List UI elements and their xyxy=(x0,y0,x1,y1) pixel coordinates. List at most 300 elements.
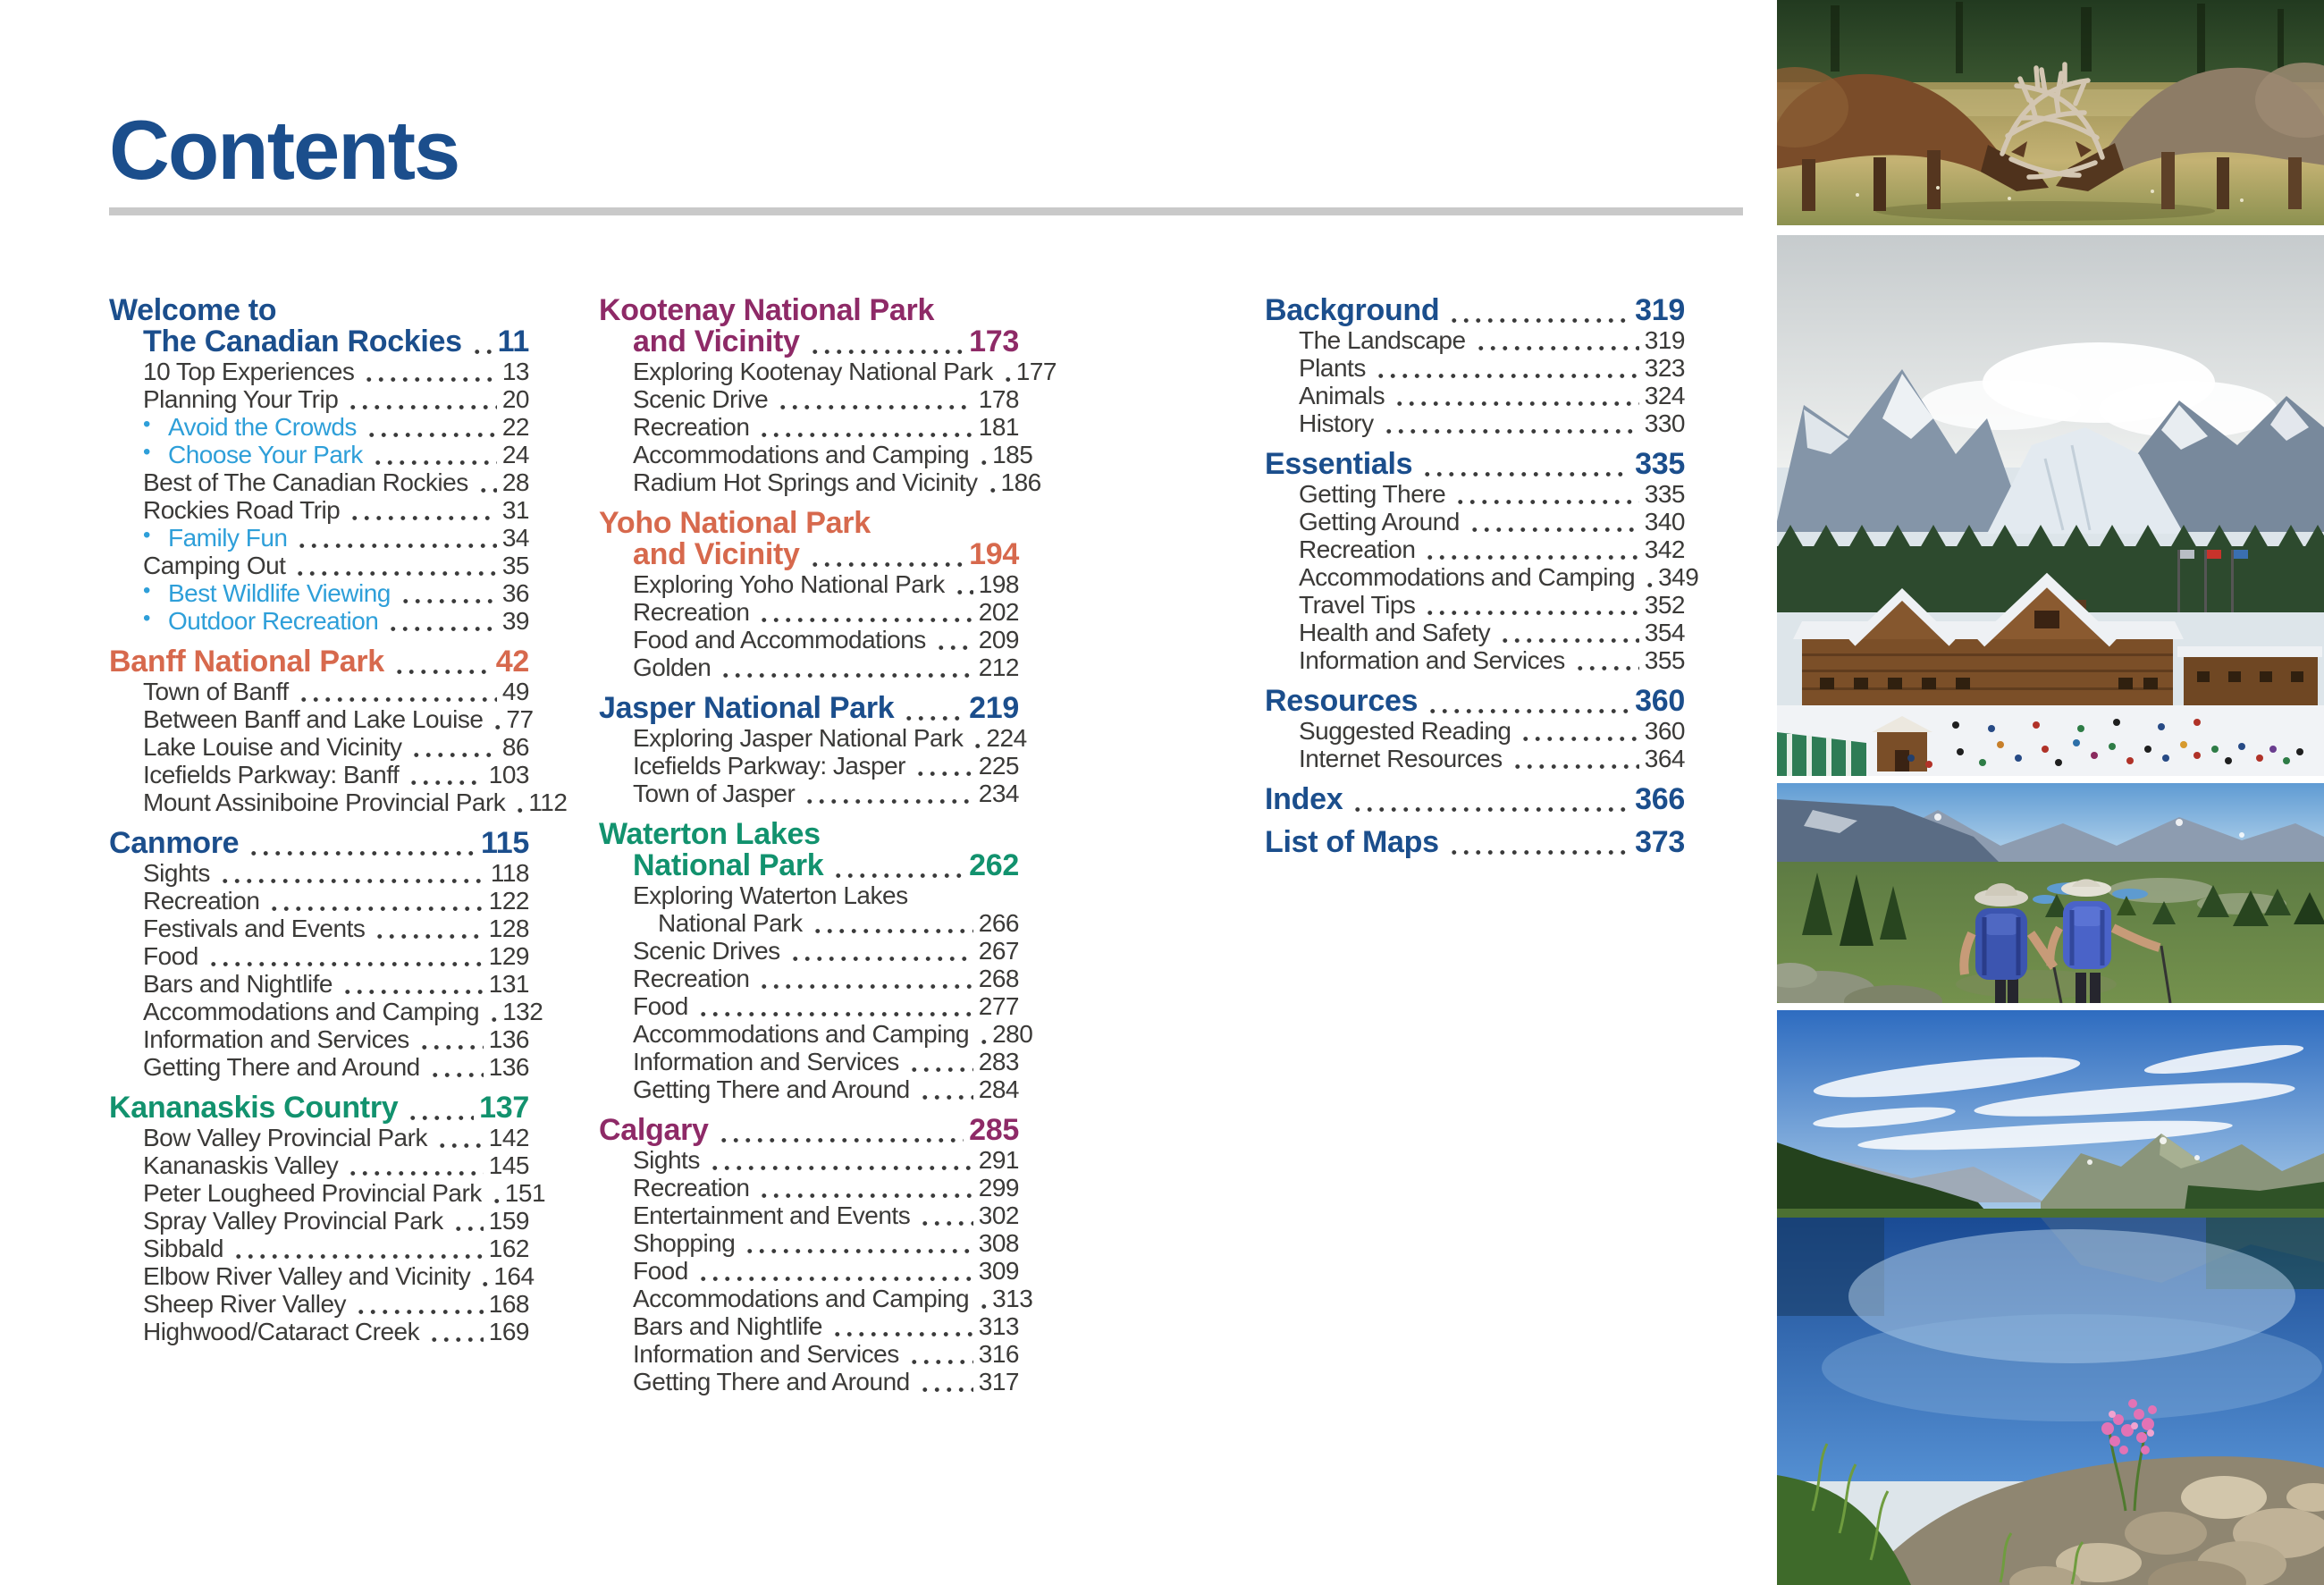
entry-title: Recreation xyxy=(143,887,260,915)
toc-entry xyxy=(1265,619,1685,646)
toc-section-header: Waterton Lakes xyxy=(599,817,821,851)
dot-leader xyxy=(1446,299,1631,326)
dot-leader xyxy=(489,1182,501,1207)
toc-entry xyxy=(599,752,1019,780)
toc-entry xyxy=(1265,563,1699,591)
dot-leader xyxy=(1452,483,1641,508)
mountain-lake-wildflowers-photo xyxy=(1777,1010,2324,1585)
toc-section xyxy=(109,826,543,1081)
toc-section xyxy=(599,691,1027,807)
entry-title: Between Banff and Lake Louise xyxy=(143,705,484,733)
entry-page-number: 364 xyxy=(1644,745,1685,772)
entry-page-number: 313 xyxy=(992,1285,1033,1312)
entry-title: Icefields Parkway: Jasper xyxy=(633,752,905,780)
toc-entry xyxy=(109,970,529,998)
section-title: and Vicinity xyxy=(633,325,800,358)
entry-page-number: 268 xyxy=(978,965,1019,992)
toc-section xyxy=(1265,784,1685,815)
toc-entry xyxy=(599,1285,1033,1312)
dot-leader xyxy=(398,582,499,607)
dot-leader xyxy=(427,1056,485,1081)
section-page-number: 219 xyxy=(969,691,1019,725)
bullet-icon: • xyxy=(143,606,150,630)
toc-entry xyxy=(109,915,529,942)
entry-page-number: 299 xyxy=(978,1174,1019,1201)
dot-leader xyxy=(408,736,498,761)
toc-section xyxy=(599,817,1033,1103)
dot-leader xyxy=(716,1118,966,1146)
entry-title: Radium Hot Springs and Vicinity xyxy=(633,468,978,496)
toc-entry xyxy=(599,1312,1019,1340)
entry-page-number: 49 xyxy=(501,678,529,705)
dot-leader xyxy=(477,1265,490,1290)
entry-title: Internet Resources xyxy=(1299,745,1503,772)
dot-leader xyxy=(292,554,498,579)
entry-title: Recreation xyxy=(633,1174,750,1201)
toc-section-header xyxy=(1265,827,1685,858)
dot-leader xyxy=(1473,329,1641,354)
toc-column-1 xyxy=(109,293,568,1357)
entry-title: Accommodations and Camping xyxy=(633,1285,970,1312)
toc-section xyxy=(109,645,568,816)
dot-leader xyxy=(695,995,975,1020)
entry-title: Best of The Canadian Rockies xyxy=(143,468,468,496)
section-title: and Vicinity xyxy=(633,537,800,571)
entry-title: Town of Jasper xyxy=(633,780,796,807)
dot-leader xyxy=(294,527,498,552)
toc-entry xyxy=(109,1053,529,1081)
dot-leader xyxy=(1000,360,1013,385)
toc-entry xyxy=(1265,480,1685,508)
entry-title: Planning Your Trip xyxy=(143,385,339,413)
toc-section-header xyxy=(109,1092,529,1124)
toc-entry xyxy=(109,1290,529,1318)
toc-entry xyxy=(599,468,1041,496)
entry-title: Kananaskis Valley xyxy=(143,1151,339,1179)
section-title: Calgary xyxy=(599,1113,709,1147)
entry-title: Information and Services xyxy=(633,1048,899,1075)
entry-title: Mount Assiniboine Provincial Park xyxy=(143,788,506,816)
dot-leader xyxy=(1446,830,1631,858)
toc-section xyxy=(109,1091,546,1345)
entry-page-number: 142 xyxy=(488,1124,529,1151)
toc-column-2 xyxy=(599,293,1057,1407)
toc-entry xyxy=(109,385,529,413)
entry-page-number: 277 xyxy=(978,992,1019,1020)
dot-leader xyxy=(810,912,975,937)
section-page-number: 11 xyxy=(497,325,529,358)
dot-leader xyxy=(775,388,975,413)
dot-leader xyxy=(486,1000,499,1025)
dot-leader xyxy=(756,416,974,441)
section-page-number: 262 xyxy=(969,848,1019,882)
dot-leader xyxy=(266,889,484,915)
bullet-icon: • xyxy=(143,523,150,547)
toc-entry xyxy=(109,1151,529,1179)
dot-leader xyxy=(913,755,975,780)
entry-title: Town of Banff xyxy=(143,678,289,705)
toc-section xyxy=(1265,686,1685,772)
entry-title: Scenic Drives xyxy=(633,937,780,965)
section-page-number: 366 xyxy=(1635,782,1685,816)
entry-page-number: 162 xyxy=(488,1235,529,1262)
dot-leader xyxy=(434,1126,485,1151)
toc-entry xyxy=(109,552,529,579)
toc-section-header xyxy=(109,828,529,859)
dot-leader xyxy=(345,1154,485,1179)
entry-title: Camping Out xyxy=(143,552,286,579)
toc-entry xyxy=(109,1179,546,1207)
toc-section xyxy=(599,508,1019,681)
toc-entry xyxy=(599,1257,1019,1285)
entry-page-number: 317 xyxy=(978,1368,1019,1395)
section-page-number: 42 xyxy=(495,645,529,679)
entry-title: Suggested Reading xyxy=(1299,717,1511,745)
entry-title: Getting Around xyxy=(1299,508,1460,535)
toc-entry xyxy=(599,385,1019,413)
toc-entry xyxy=(599,965,1019,992)
toc-section xyxy=(1265,447,1699,674)
entry-page-number: 118 xyxy=(490,859,529,887)
entry-title: Food and Accommodations xyxy=(633,626,926,653)
dot-leader xyxy=(1392,384,1641,409)
toc-entry xyxy=(109,1025,529,1053)
toc-entry xyxy=(109,607,529,635)
entry-page-number: 352 xyxy=(1644,591,1685,619)
toc-entry xyxy=(109,524,529,552)
dot-leader xyxy=(469,330,494,358)
toc-column-3 xyxy=(1265,293,1699,870)
bullet-icon: • xyxy=(143,440,150,464)
entry-page-number: 151 xyxy=(504,1179,546,1207)
dot-leader xyxy=(1422,538,1640,563)
entry-page-number: 349 xyxy=(1658,563,1699,591)
entry-page-number: 323 xyxy=(1644,354,1685,382)
entry-page-number: 335 xyxy=(1644,480,1685,508)
toc-section-header xyxy=(1265,449,1685,480)
entry-title: Elbow River Valley and Vicinity xyxy=(143,1262,471,1290)
entry-title: Exploring Kootenay National Park xyxy=(633,358,993,385)
dot-leader xyxy=(901,696,965,724)
toc-section-header xyxy=(599,326,1019,358)
toc-entry xyxy=(599,441,1033,468)
toc-entry xyxy=(599,909,1019,937)
section-page-number: 173 xyxy=(969,325,1019,358)
dot-leader xyxy=(1422,594,1640,619)
entry-title: Accommodations and Camping xyxy=(633,441,970,468)
entry-page-number: 181 xyxy=(978,413,1019,441)
section-page-number: 137 xyxy=(479,1091,529,1125)
toc-section xyxy=(599,1113,1033,1395)
toc-entry xyxy=(109,579,529,607)
dot-leader xyxy=(917,1204,975,1229)
section-page-number: 373 xyxy=(1635,825,1685,859)
dot-leader xyxy=(756,1176,974,1201)
dot-leader xyxy=(917,1078,975,1103)
dot-leader xyxy=(830,854,965,881)
dot-leader xyxy=(385,610,498,635)
dot-leader xyxy=(246,831,477,859)
dot-leader xyxy=(406,763,484,788)
entry-page-number: 168 xyxy=(488,1290,529,1318)
section-title: Banff National Park xyxy=(109,645,384,679)
section-title: Background xyxy=(1265,293,1440,327)
dot-leader xyxy=(742,1232,974,1257)
toc-entry xyxy=(109,733,529,761)
entry-title: Recreation xyxy=(633,598,750,626)
dot-leader xyxy=(917,1370,975,1395)
toc-entry xyxy=(1265,745,1685,772)
toc-section-header xyxy=(109,326,529,358)
entry-title: Shopping xyxy=(633,1229,736,1257)
dot-leader xyxy=(1572,649,1641,674)
entry-page-number: 316 xyxy=(978,1340,1019,1368)
entry-title: Outdoor Recreation xyxy=(168,607,379,635)
entry-page-number: 266 xyxy=(978,909,1019,937)
toc-entry xyxy=(109,678,529,705)
entry-page-number: 291 xyxy=(978,1146,1019,1174)
entry-page-number: 185 xyxy=(992,441,1033,468)
dot-leader xyxy=(476,471,499,496)
section-page-number: 194 xyxy=(969,537,1019,571)
dot-leader xyxy=(364,416,499,441)
entry-page-number: 128 xyxy=(488,915,529,942)
entry-page-number: 209 xyxy=(978,626,1019,653)
toc-entry xyxy=(1265,409,1685,437)
dot-leader xyxy=(1467,510,1641,535)
entry-page-number: 283 xyxy=(978,1048,1019,1075)
section-title: List of Maps xyxy=(1265,825,1439,859)
entry-title: Sheep River Valley xyxy=(143,1290,347,1318)
section-page-number: 115 xyxy=(481,826,529,860)
toc-entry xyxy=(109,468,529,496)
toc-section-header xyxy=(599,1115,1019,1146)
section-page-number: 360 xyxy=(1635,684,1685,718)
entry-title: The Landscape xyxy=(1299,326,1466,354)
entry-title: Sights xyxy=(143,859,210,887)
entry-page-number: 20 xyxy=(501,385,529,413)
toc-entry xyxy=(109,441,529,468)
title-divider-rule xyxy=(109,207,1743,215)
entry-title: Avoid the Crowds xyxy=(168,413,357,441)
entry-page-number: 129 xyxy=(488,942,529,970)
toc-section-header: Yoho National Park xyxy=(599,506,871,540)
section-title: The Canadian Rockies xyxy=(143,325,462,358)
toc-entry xyxy=(599,626,1019,653)
entry-page-number: 112 xyxy=(528,788,568,816)
page-title: Contents xyxy=(109,103,459,197)
toc-entry xyxy=(599,653,1019,681)
section-page-number: 285 xyxy=(969,1113,1019,1147)
section-title: Kananaskis Country xyxy=(109,1091,399,1125)
toc-section-header xyxy=(599,850,1019,881)
dot-leader xyxy=(718,656,974,681)
dot-leader xyxy=(345,388,499,413)
hikers-meadow-photo xyxy=(1777,783,2324,1003)
entry-title: Recreation xyxy=(633,965,750,992)
entry-page-number: 354 xyxy=(1644,619,1685,646)
dot-leader xyxy=(906,1343,975,1368)
toc-entry xyxy=(109,761,529,788)
section-title: Essentials xyxy=(1265,447,1413,481)
dot-leader xyxy=(970,727,982,752)
entry-title: Entertainment and Events xyxy=(633,1201,911,1229)
entry-page-number: 77 xyxy=(506,705,534,733)
entry-title: Food xyxy=(633,992,688,1020)
section-title: National Park xyxy=(633,848,824,882)
dot-leader xyxy=(802,782,974,807)
entry-page-number: 145 xyxy=(488,1151,529,1179)
toc-entry xyxy=(1265,326,1685,354)
dot-leader xyxy=(405,1096,476,1124)
entry-page-number: 302 xyxy=(978,1201,1019,1229)
entry-page-number: 198 xyxy=(978,570,1019,598)
entry-page-number: 132 xyxy=(502,998,543,1025)
dot-leader xyxy=(231,1237,485,1262)
entry-title: Family Fun xyxy=(168,524,288,552)
entry-page-number: 284 xyxy=(978,1075,1019,1103)
entry-title: Scenic Drive xyxy=(633,385,769,413)
entry-page-number: 22 xyxy=(501,413,529,441)
entry-page-number: 212 xyxy=(978,653,1019,681)
entry-page-number: 224 xyxy=(986,724,1027,752)
section-title: Jasper National Park xyxy=(599,691,895,725)
toc-section-header: Kootenay National Park xyxy=(599,293,935,327)
entry-page-number: 136 xyxy=(488,1053,529,1081)
dot-leader xyxy=(1419,452,1631,480)
entry-title: Bars and Nightlife xyxy=(143,970,333,998)
dot-leader xyxy=(217,862,487,887)
toc-entry xyxy=(599,1229,1019,1257)
entry-page-number: 103 xyxy=(488,761,529,788)
toc-entry xyxy=(599,992,1019,1020)
entry-title: National Park xyxy=(658,909,803,937)
entry-page-number: 31 xyxy=(501,496,529,524)
dot-leader xyxy=(340,973,485,998)
dot-leader xyxy=(1642,566,1655,591)
entry-page-number: 169 xyxy=(488,1318,529,1345)
entry-title: Exploring Yoho National Park xyxy=(633,570,945,598)
dot-leader xyxy=(450,1210,485,1235)
entry-title: Accommodations and Camping xyxy=(143,998,480,1025)
dot-leader xyxy=(392,650,493,678)
entry-title: Recreation xyxy=(1299,535,1416,563)
entry-page-number: 309 xyxy=(978,1257,1019,1285)
entry-title: History xyxy=(1299,409,1374,437)
dot-leader xyxy=(976,443,989,468)
toc-entry xyxy=(109,358,529,385)
entry-page-number: 177 xyxy=(1015,358,1057,385)
entry-title: Getting There xyxy=(1299,480,1446,508)
toc-entry xyxy=(109,1318,529,1345)
entry-title: Best Wildlife Viewing xyxy=(168,579,391,607)
entry-page-number: 178 xyxy=(978,385,1019,413)
dot-leader xyxy=(206,945,485,970)
dot-leader xyxy=(756,967,974,992)
elk-sparring-photo xyxy=(1777,0,2324,225)
toc-section xyxy=(109,295,529,635)
entry-title: Plants xyxy=(1299,354,1366,382)
entry-title: 10 Top Experiences xyxy=(143,358,355,385)
toc-entry xyxy=(109,496,529,524)
dot-leader xyxy=(353,1293,485,1318)
entry-title: Getting There and Around xyxy=(143,1053,420,1081)
toc-section xyxy=(599,293,1057,496)
dot-leader xyxy=(933,628,975,653)
toc-entry xyxy=(599,1146,1019,1174)
dot-leader xyxy=(347,499,499,524)
entry-page-number: 28 xyxy=(501,468,529,496)
dot-leader xyxy=(707,1149,975,1174)
entry-page-number: 234 xyxy=(978,780,1019,807)
entry-page-number: 324 xyxy=(1644,382,1685,409)
entry-title: Accommodations and Camping xyxy=(633,1020,970,1048)
entry-page-number: 186 xyxy=(1000,468,1041,496)
entry-page-number: 340 xyxy=(1644,508,1685,535)
toc-section-header xyxy=(1265,686,1685,717)
dot-leader xyxy=(417,1028,485,1053)
toc-entry xyxy=(599,1048,1019,1075)
entry-page-number: 313 xyxy=(978,1312,1019,1340)
toc-section xyxy=(1265,827,1685,858)
dot-leader xyxy=(426,1320,485,1345)
entry-title: Exploring Jasper National Park xyxy=(633,724,964,752)
toc-section-header xyxy=(599,693,1019,724)
dot-leader xyxy=(370,443,499,468)
toc-entry xyxy=(109,788,568,816)
entry-page-number: 159 xyxy=(488,1207,529,1235)
dot-leader xyxy=(756,601,974,626)
toc-entry xyxy=(109,887,529,915)
dot-leader xyxy=(1381,412,1641,437)
dot-leader xyxy=(906,1050,975,1075)
entry-title: Information and Services xyxy=(143,1025,409,1053)
toc-section-header xyxy=(109,646,529,678)
toc-entry xyxy=(599,937,1019,965)
entry-page-number: 136 xyxy=(488,1025,529,1053)
toc-entry xyxy=(599,1201,1019,1229)
entry-title: Choose Your Park xyxy=(168,441,363,468)
toc-entry xyxy=(1265,591,1685,619)
entry-title: Travel Tips xyxy=(1299,591,1416,619)
toc-entry xyxy=(109,1207,529,1235)
toc-entry xyxy=(1265,646,1685,674)
dot-leader xyxy=(985,471,998,496)
entry-page-number: 39 xyxy=(501,607,529,635)
toc-entry xyxy=(599,570,1019,598)
entry-title: Peter Lougheed Provincial Park xyxy=(143,1179,482,1207)
toc-entry xyxy=(599,358,1057,385)
dot-leader xyxy=(976,1023,989,1048)
dot-leader xyxy=(787,940,975,965)
toc-section-header xyxy=(599,539,1019,570)
entry-page-number: 225 xyxy=(978,752,1019,780)
dot-leader xyxy=(1510,747,1641,772)
entry-page-number: 86 xyxy=(501,733,529,761)
toc-entry xyxy=(109,1262,535,1290)
entry-page-number: 360 xyxy=(1644,717,1685,745)
dot-leader xyxy=(512,791,525,816)
toc-entry xyxy=(599,780,1019,807)
dot-leader xyxy=(490,708,502,733)
entry-page-number: 24 xyxy=(501,441,529,468)
toc-section-header xyxy=(1265,295,1685,326)
entry-title: Lake Louise and Vicinity xyxy=(143,733,402,761)
toc-section-header: Welcome to xyxy=(109,293,277,327)
toc-entry-continued: Exploring Waterton Lakes xyxy=(633,881,908,909)
toc-entry xyxy=(1265,354,1685,382)
toc-section xyxy=(1265,295,1685,437)
